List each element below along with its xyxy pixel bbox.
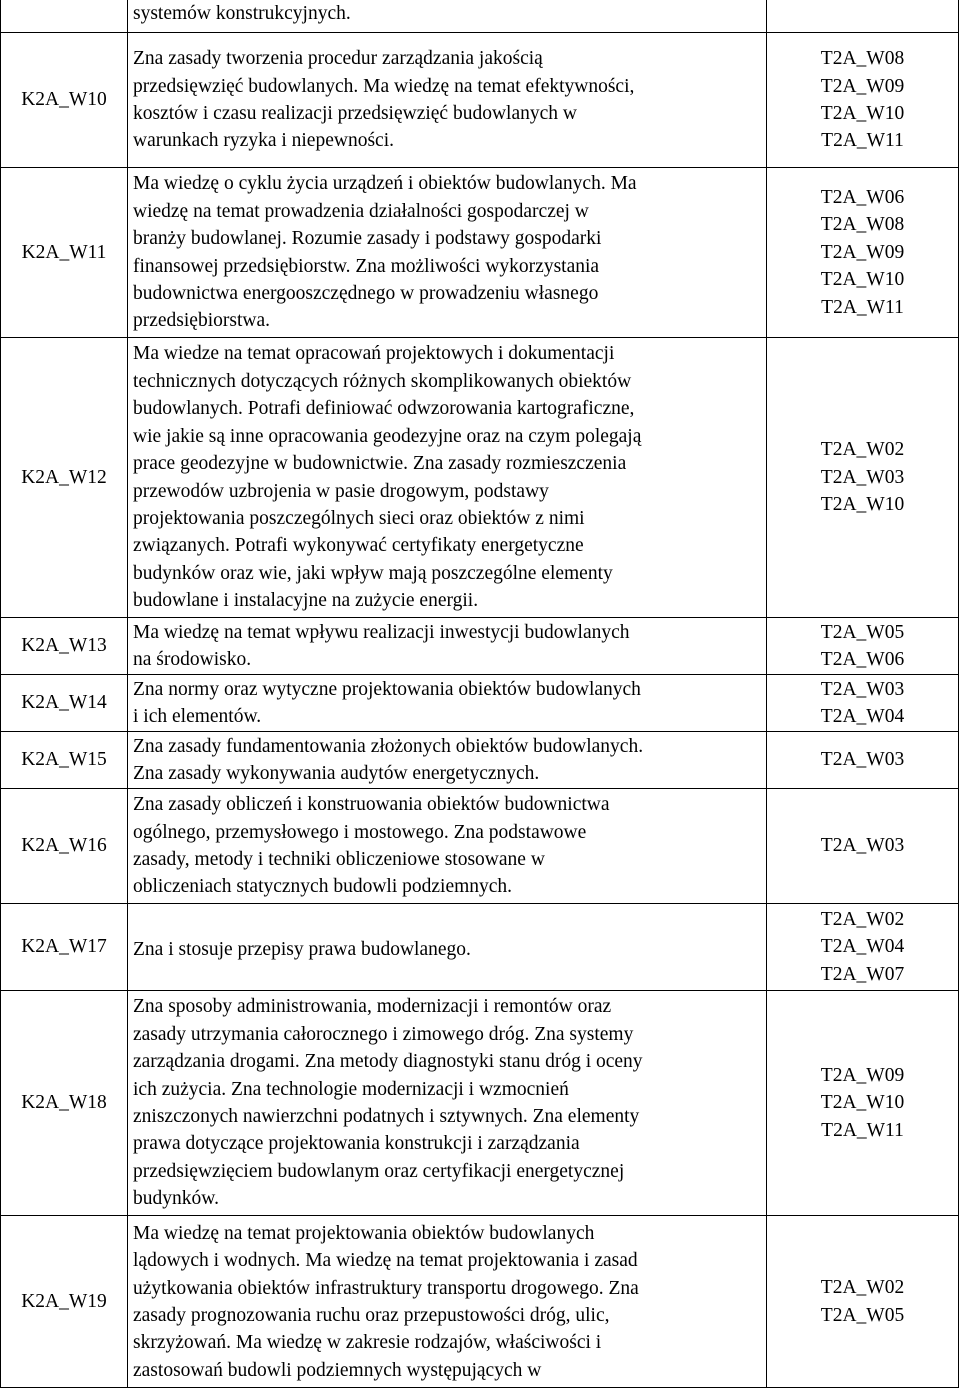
reference-code: T2A_W02: [820, 439, 905, 461]
description-line: przedsiębiorstwa.: [133, 310, 270, 332]
table-row: [1, 168, 959, 338]
table-row: [1, 338, 959, 618]
reference-code: T2A_W06: [820, 186, 905, 208]
description-line: Zna zasady obliczeń i konstruowania obiektów budownictwa: [133, 794, 610, 816]
reference-code: T2A_W10: [820, 1092, 905, 1114]
outcome-description-cell: [128, 789, 767, 904]
outcome-code-cell: K2A_W19: [1, 1216, 128, 1388]
description-line: prawa dotyczące projektowania konstrukcji i zarządzania: [133, 1133, 580, 1155]
description-line: Zna zasady fundamentowania złożonych obiektów budowlanych.: [133, 735, 644, 757]
description-line: systemów konstrukcyjnych.: [133, 2, 351, 24]
reference-code: T2A_W08: [820, 214, 905, 236]
description-line: branży budowlanej. Rozumie zasady i podstawy gospodarki: [133, 228, 602, 250]
description-line: na środowisko.: [133, 649, 252, 670]
reference-code: T2A_W03: [820, 835, 905, 857]
outcomes-table-body: [1, 0, 959, 1388]
reference-code: T2A_W02: [820, 1277, 905, 1299]
description-line: Ma wiedzę o cyklu życia urządzeń i obiektów budowlanych. Ma: [133, 173, 637, 195]
outcome-code-cell: K2A_W15: [1, 732, 128, 789]
outcome-description-cell: [128, 1216, 767, 1388]
description-line: Ma wiedze na temat opracowań projektowych i dokumentacji: [133, 343, 615, 365]
reference-codes-cell: [767, 1216, 959, 1388]
reference-code: T2A_W04: [820, 936, 905, 958]
reference-codes-cell: [767, 33, 959, 168]
reference-code: T2A_W09: [820, 241, 905, 263]
outcome-code-cell: [1, 0, 128, 33]
reference-codes-cell: [767, 168, 959, 338]
table-row: [1, 0, 959, 33]
reference-code: T2A_W03: [820, 749, 905, 771]
description-line: zarządzania drogami. Zna metody diagnostyki stanu dróg i oceny: [133, 1051, 643, 1073]
table-row: [1, 991, 959, 1216]
reference-code: T2A_W07: [820, 963, 905, 985]
outcome-code-cell: K2A_W13: [1, 618, 128, 675]
reference-code: T2A_W11: [821, 296, 904, 318]
reference-code: T2A_W02: [820, 908, 905, 930]
reference-code: T2A_W10: [820, 269, 905, 291]
reference-code: T2A_W04: [820, 706, 905, 727]
description-line: przewodów uzbrojenia w pasie drogowym, podstawy: [133, 480, 549, 502]
outcome-description-cell: [128, 0, 767, 33]
description-line: obliczeniach statycznych budowli podziemnych.: [133, 876, 513, 898]
outcome-description-cell: [128, 675, 767, 732]
outcome-description-cell: [128, 732, 767, 789]
description-line: wiedzę na temat prowadzenia działalności gospodarczej w: [133, 200, 589, 222]
description-line: użytkowania obiektów infrastruktury transportu drogowego. Zna: [133, 1277, 639, 1299]
outcome-description-cell: [128, 168, 767, 338]
description-line: budynków oraz wie, jaki wpływ mają poszczególne elementy: [133, 562, 613, 584]
reference-code: T2A_W09: [820, 75, 905, 97]
description-line: budowlane i instalacyjne na zużycie energii.: [133, 590, 479, 612]
table-row: [1, 618, 959, 675]
reference-code: T2A_W06: [820, 649, 905, 670]
reference-codes-cell: [767, 0, 959, 33]
table-row: [1, 675, 959, 732]
description-line: skrzyżowań. Ma wiedzę w zakresie rodzajów, właściwości i: [133, 1332, 602, 1354]
outcome-description-cell: [128, 618, 767, 675]
outcome-description-cell: [128, 338, 767, 618]
outcome-code-cell: K2A_W17: [1, 904, 128, 991]
reference-code: T2A_W10: [820, 103, 905, 124]
table-row: [1, 33, 959, 168]
description-line: ich zużycia. Zna technologie modernizacji i wzmocnień: [133, 1078, 569, 1100]
table-row: [1, 904, 959, 991]
outcome-code-cell: K2A_W16: [1, 789, 128, 904]
description-line: Ma wiedzę na temat projektowania obiektów budowlanych: [133, 1222, 595, 1244]
outcome-code-cell: K2A_W10: [1, 33, 128, 168]
description-line: prace geodezyjne w budownictwie. Zna zasady rozmieszczenia: [133, 453, 627, 475]
description-line: Ma wiedzę na temat wpływu realizacji inwestycji budowlanych: [133, 621, 630, 643]
reference-code: T2A_W08: [820, 48, 905, 70]
reference-code: T2A_W03: [820, 678, 905, 700]
description-line: warunkach ryzyka i niepewności.: [133, 130, 394, 152]
reference-code: T2A_W03: [820, 466, 905, 488]
description-line: projektowania poszczególnych sieci oraz obiektów z nimi: [133, 507, 585, 529]
outcome-code-cell: K2A_W12: [1, 338, 128, 618]
description-line: zasady, metody i techniki obliczeniowe stosowane w: [133, 849, 545, 870]
outcome-code-cell: K2A_W14: [1, 675, 128, 732]
reference-code: T2A_W11: [821, 1119, 904, 1141]
reference-code: T2A_W11: [821, 130, 904, 152]
reference-codes-cell: [767, 675, 959, 732]
reference-codes-cell: [767, 338, 959, 618]
description-line: Zna zasady wykonywania audytów energetycznych.: [133, 763, 540, 784]
description-line: Zna zasady tworzenia procedur zarządzania jakością: [133, 48, 543, 70]
description-line: Zna normy oraz wytyczne projektowania obiektów budowlanych: [133, 678, 641, 700]
description-line: wie jakie są inne opracowania geodezyjne oraz na czym polegają: [133, 425, 642, 447]
description-line: przedsięwzięć budowlanych. Ma wiedzę na temat efektywności,: [133, 75, 635, 97]
table-row: [1, 789, 959, 904]
outcome-description-cell: [128, 904, 767, 991]
description-line: finansowej przedsiębiorstw. Zna możliwości wykorzystania: [133, 255, 600, 277]
description-line: związanych. Potrafi wykonywać certyfikaty energetyczne: [133, 535, 584, 557]
reference-code: T2A_W09: [820, 1064, 905, 1086]
description-line: Zna i stosuje przepisy prawa budowlanego.: [133, 939, 471, 961]
description-line: technicznych dotyczących różnych skomplikowanych obiektów: [133, 370, 632, 392]
description-line: zasady utrzymania całorocznego i zimowego dróg. Zna systemy: [133, 1023, 634, 1045]
description-line: kosztów i czasu realizacji przedsięwzięć budowlanych w: [133, 103, 577, 124]
reference-code: T2A_W05: [820, 621, 905, 643]
description-line: budowlanych. Potrafi definiować odwzorowania kartograficzne,: [133, 398, 635, 420]
reference-codes-cell: [767, 991, 959, 1216]
description-line: ogólnego, przemysłowego i mostowego. Zna podstawowe: [133, 821, 587, 843]
reference-codes-cell: [767, 789, 959, 904]
reference-codes-cell: [767, 732, 959, 789]
description-line: Zna sposoby administrowania, modernizacji i remontów oraz: [133, 996, 612, 1018]
description-line: budownictwa energooszczędnego w prowadzeniu własnego: [133, 282, 599, 304]
table-row: [1, 732, 959, 789]
outcome-description-cell: [128, 991, 767, 1216]
outcome-code-cell: K2A_W11: [1, 168, 128, 338]
description-line: budynków.: [133, 1188, 219, 1210]
reference-codes-cell: [767, 618, 959, 675]
description-line: zastosowań budowli podziemnych występujących w: [133, 1359, 542, 1381]
reference-codes-cell: [767, 904, 959, 991]
description-line: zniszczonych nawierzchni podatnych i sztywnych. Zna elementy: [133, 1106, 640, 1127]
reference-code: T2A_W10: [820, 494, 905, 516]
description-line: i ich elementów.: [133, 706, 262, 727]
description-line: zasady prognozowania ruchu oraz przepustowości dróg, ulic,: [133, 1305, 610, 1326]
description-line: przedsięwzięciem budowlanym oraz certyfikacji energetycznej: [133, 1160, 625, 1182]
table-row: [1, 1216, 959, 1388]
outcome-code-cell: K2A_W18: [1, 991, 128, 1216]
outcome-description-cell: [128, 33, 767, 168]
description-line: lądowych i wodnych. Ma wiedzę na temat projektowania i zasad: [133, 1250, 638, 1272]
reference-code: T2A_W05: [820, 1304, 905, 1326]
